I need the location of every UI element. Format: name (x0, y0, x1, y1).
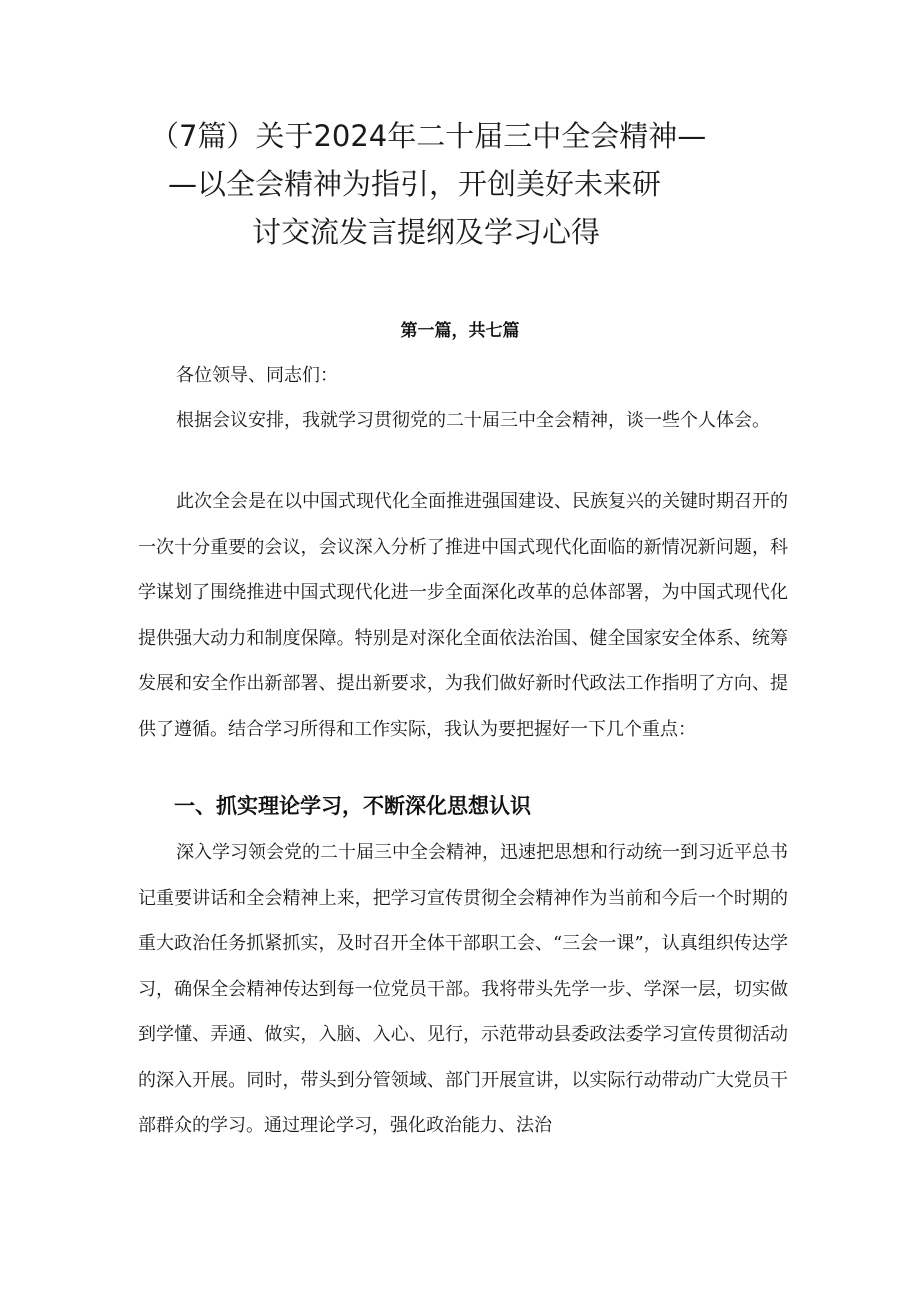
paragraph-intro: 根据会议安排，我就学习贯彻党的二十届三中全会精神，谈一些个人体会。 (176, 410, 770, 431)
document-title (150, 112, 800, 256)
part-heading: 第一篇，共七篇 (400, 321, 520, 341)
title-line-3: 讨交流发言提纲及学习心得 (252, 215, 601, 249)
title-line-2: —以全会精神为指引，开创美好未来研 (168, 167, 662, 201)
section-heading: 一、抓实理论学习，不断深化思想认识 (174, 794, 531, 818)
section-paragraph: 深入学习领会党的二十届三中全会精神，迅速把思想和行动统一到习近平总书记重要讲话和全会精神上来，把学习宣传贯彻全会精神作为当前和今后一个时期的重大政治任务抓紧抓实，及时召开全体干部职工会、“三会一课”，认真组织传达学习，确保全会精神传达到每一位党员干部。我将带头先学一步、学深一层，切实做到学懂、弄通、做实，入脑、入心、见行，示范带动县委政法委学习宣传贯彻活动的深入开展。同时，带头到分管领域、部门开展宣讲，以实际行动带动广大党员干部群众的学习。通过理论学习，强化政治能力、法治 (138, 842, 788, 1136)
title-line-1: （7篇）关于2024年二十届三中全会精神— (150, 119, 707, 153)
paragraph-context: 此次全会是在以中国式现代化全面推进强国建设、民族复兴的关键时期召开的一次十分重要的会议，会议深入分析了推进中国式现代化面临的新情况新问题，科学谋划了围绕推进中国式现代化进一步全面深化改革的总体部署，为中国式现代化提供强大动力和制度保障。特别是对深化全面依法治国、健全国家安全体系、统筹发展和安全作出新部署、提出新要求，为我们做好新时代政法工作指明了方向、提供了遵循。结合学习所得和工作实际，我认为要把握好一下几个重点： (138, 491, 788, 740)
salutation: 各位领导、同志们： (176, 365, 338, 386)
